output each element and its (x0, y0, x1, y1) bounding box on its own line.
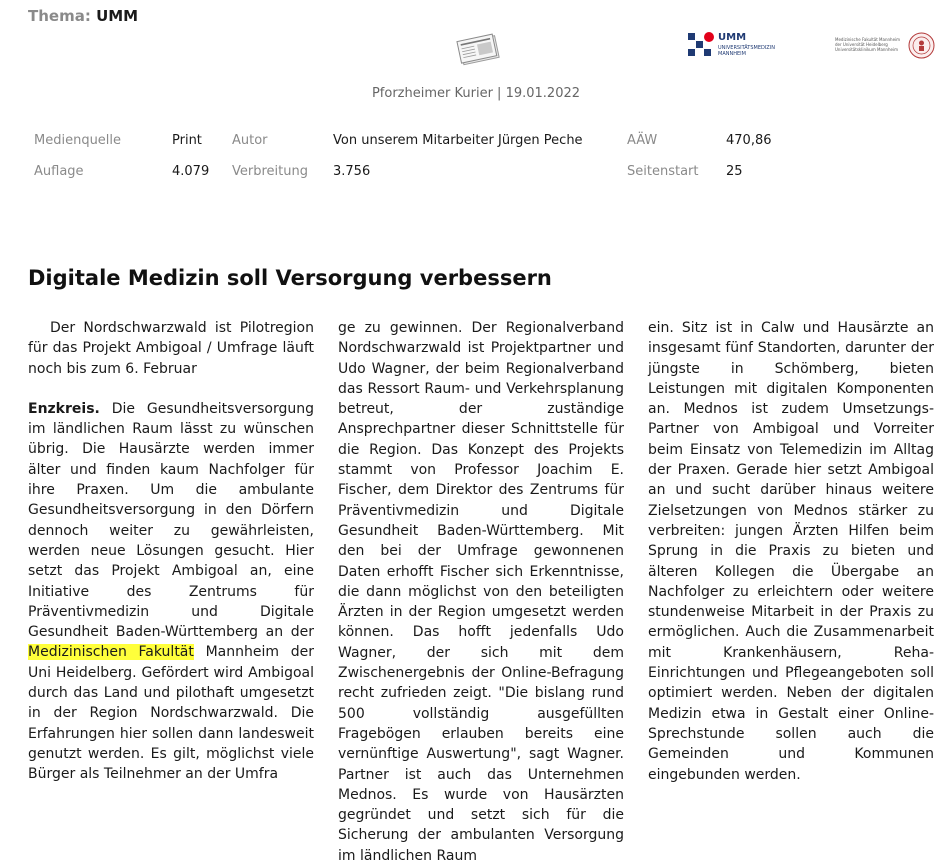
aaew-value: 470,86 (726, 133, 772, 148)
dateline: Enzkreis. (28, 400, 100, 417)
umm-logo-mark-icon (686, 31, 716, 59)
autor-label: Autor (232, 133, 268, 148)
medical-faculty-logo-text: Medizinische Fakultät Mannheim der Universität Heidelberg Universitätsklinikum Mannheim (835, 37, 901, 52)
verbreitung-label: Verbreitung (232, 164, 308, 179)
university-seal-icon (908, 32, 935, 59)
article-text: ge zu gewinnen. Der Regionalverband Nordschwarzwald ist Projektpartner und Udo Wagner, der beim Regionalverband das Ressort Raum- und Verkehrsplanung betreut, der zuständige Ansprechpartner dieser Schnittstelle für die Region. Das Konzept des Projekts stammt von Professor Joachim E. Fischer, dem Direktor des Zentrums für Präventivmedizin und Digitale Gesundheit Baden-Württemberg. Mit den bei der Umfrage gewonnenen Daten erhofft Fischer sich Erkenntnisse, die dann möglichst von den beteiligten Ärzten in der Region umgesetzt werden können. Das hofft jedenfalls Udo Wagner, der sich mit dem Zwischenergebnis der Online-Befragung recht zufrieden zeigt. "Die bislang rund 500 vollständig ausgefüllten Fragebögen erlauben bereits eine vernünftige Auswertung", sagt Wagner. Partner ist auch das Unternehmen Mednos. Es wurde von Hausärzten gegründet und setzt sich für die Sicherung der ambulanten Versorgung im ländlichen Raum (338, 320, 624, 864)
medienquelle-value: Print (172, 133, 202, 148)
article-text: Mannheim der Uni Heidelberg. Gefördert wird Ambigoal durch das Land und pilothaft umgesetzt in der Region Nordschwarzwald. Die Erfahrungen hier sollen dann landesweit genutzt werden. Es gilt, möglichst viele Bürger als Teilnehmer an der Umfra (28, 644, 314, 783)
auflage-label: Auflage (34, 164, 84, 179)
article-paragraph (28, 399, 314, 785)
autor-value: Von unserem Mitarbeiter Jürgen Peche (333, 133, 583, 148)
topic-line (28, 7, 138, 25)
source-separator: | (492, 86, 506, 101)
article-headline: Digitale Medizin soll Versorgung verbessern (28, 266, 552, 290)
medical-faculty-logo (835, 31, 935, 61)
article-text: Die Gesundheitsversorgung im ländlichen Raum lässt zu wünschen übrig. Die Hausärzte werden immer älter und finden kaum Nachfolger für ihre Praxen. Um die ambulante Gesundheitsversorgung in den Dörfern dennoch weiter zu gewährleisten, werden neue Lösungen gesucht. Hier setzt das Projekt Ambigoal an, eine Initiative des Zentrums für Präventivmedizin und Digitale Gesundheit Baden-Württemberg an der (28, 400, 314, 641)
umm-logo (686, 31, 776, 61)
article-column-3 (648, 318, 934, 785)
highlighted-term: Medizinischen Fakultät (28, 644, 194, 661)
umm-logo-subtitle: UNIVERSITÄTSMEDIZIN MANNHEIM (718, 45, 775, 57)
article-column-2 (338, 318, 624, 866)
seitenstart-value: 25 (726, 164, 743, 179)
medienquelle-label: Medienquelle (34, 133, 122, 148)
auflage-value: 4.079 (172, 164, 210, 179)
newspaper-icon (455, 32, 505, 66)
publication-date: 19.01.2022 (505, 86, 581, 101)
article-lead: Der Nordschwarzwald ist Pilotregion für das Projekt Ambigoal / Umfrage läuft noch bis zum 6. Februar (28, 320, 314, 377)
topic-label: Thema: (28, 7, 91, 25)
publication-name: Pforzheimer Kurier (371, 86, 493, 101)
verbreitung-value: 3.756 (333, 164, 371, 179)
seitenstart-label: Seitenstart (627, 164, 699, 179)
article-text: ein. Sitz ist in Calw und Hausärzte an insgesamt fünf Standorten, darunter der jüngste in Schömberg, bieten Leistungen mit digitalen Komponenten an. Mednos ist zudem Umsetzungs-Partner von Ambigoal und Vorreiter beim Einsatz von Telemedizin im Alltag der Praxen. Gerade hier setzt Ambigoal an und sucht darüber hinaus weitere Zielsetzungen von Mednos stärker zu verbreiten: jungen Ärzten Hilfen beim Sprung in die Praxis zu bieten und älteren Kollegen die Übergabe an Nachfolger zu erleichtern oder weitere stundenweise Mitarbeit in der Praxis zu ermöglichen. Auch die Zusammenarbeit mit Krankenhäusern, Reha-Einrichtungen und Pflegeangeboten soll optimiert werden. Neben der digitalen Medizin etwa in Gestalt einer Online-Sprechstunde sollen auch die Gemeinden und Kommunen eingebunden werden. (648, 320, 934, 783)
umm-logo-word: UMM (718, 32, 747, 43)
topic-value: UMM (96, 7, 139, 25)
aaew-label: AÄW (627, 133, 658, 148)
article-column-1 (28, 318, 314, 785)
source-line (0, 86, 952, 101)
